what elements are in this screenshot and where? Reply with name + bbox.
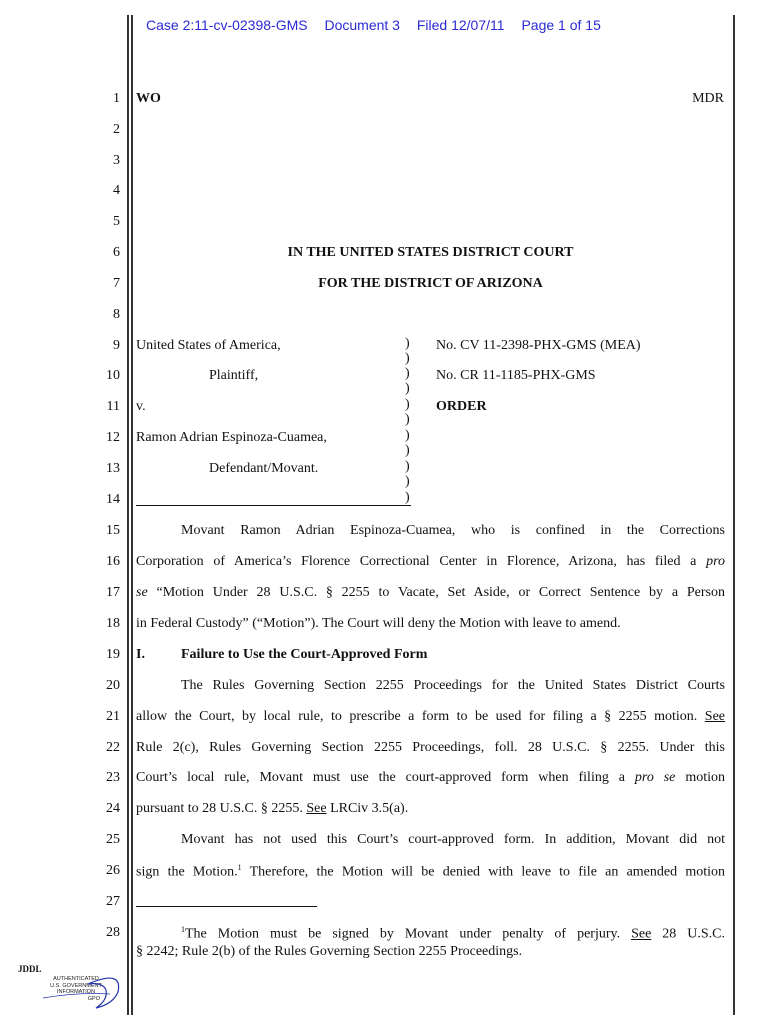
line-number: 17 — [106, 585, 120, 600]
document-number: Document 3 — [324, 17, 400, 33]
line-number: 16 — [106, 554, 120, 569]
line-number: 3 — [113, 153, 120, 168]
mdr-tag: MDR — [692, 91, 724, 106]
line-number: 9 — [113, 338, 120, 353]
gpo-authentication-logo — [18, 964, 102, 1002]
line-number: 4 — [113, 183, 120, 198]
case-no-civil: No. CV 11-2398-PHX-GMS (MEA) — [436, 338, 641, 353]
body-line: Rule 2(c), Rules Governing Section 2255 Proceedings, foll. 28 U.S.C. § 2255. Under this — [136, 740, 725, 755]
gpo-eagle-icon — [18, 964, 128, 1014]
defendant-name: Ramon Adrian Espinoza-Cuamea, — [136, 430, 327, 445]
line-number: 6 — [113, 245, 120, 260]
body-line: Movant Ramon Adrian Espinoza-Cuamea, who is confined in the Corrections — [181, 523, 725, 538]
plaintiff-name: United States of America, — [136, 338, 281, 353]
line-number: 26 — [106, 863, 120, 878]
line-number: 28 — [106, 925, 120, 940]
body-line: in Federal Custody” (“Motion”). The Court will deny the Motion with leave to amend. — [136, 616, 621, 631]
order-title: ORDER — [436, 399, 487, 414]
footnote-ref: 1 — [237, 863, 242, 872]
line-number: 1 — [113, 91, 120, 106]
caption-paren: ) — [405, 459, 410, 474]
jddl-label: JDDL — [18, 964, 42, 974]
body-line: se “Motion Under 28 U.S.C. § 2255 to Vacate, Set Aside, or Correct Sentence by a Person — [136, 585, 725, 600]
line-number: 19 — [106, 647, 120, 662]
body-line: allow the Court, by local rule, to prescribe a form to be used for filing a § 2255 motion. See — [136, 709, 725, 724]
body-line: Corporation of America’s Florence Correctional Center in Florence, Arizona, has filed a pro — [136, 554, 725, 569]
defendant-role: Defendant/Movant. — [209, 461, 319, 476]
line-number: 25 — [106, 832, 120, 847]
case-no-criminal: No. CR 11-1185-PHX-GMS — [436, 368, 596, 383]
wo-tag: WO — [136, 91, 161, 106]
body-line: Movant has not used this Court’s court-approved form. In addition, Movant did not — [181, 832, 725, 847]
caption-paren: ) — [405, 351, 410, 366]
body-line: pursuant to 28 U.S.C. § 2255. See LRCiv 3.5(a). — [136, 801, 409, 816]
versus: v. — [136, 399, 146, 414]
caption-paren: ) — [405, 366, 410, 381]
caption-paren: ) — [405, 412, 410, 427]
filing-header — [146, 17, 614, 33]
court-title-line-2: FOR THE DISTRICT OF ARIZONA — [318, 276, 543, 291]
line-number: 24 — [106, 801, 120, 816]
case-number: Case 2:11-cv-02398-GMS — [146, 17, 308, 33]
caption-paren: ) — [405, 428, 410, 443]
line-number: 7 — [113, 276, 120, 291]
caption-paren: ) — [405, 443, 410, 458]
line-number: 12 — [106, 430, 120, 445]
court-title-line-1: IN THE UNITED STATES DISTRICT COURT — [287, 245, 574, 260]
caption-paren: ) — [405, 490, 410, 505]
line-number: 14 — [106, 492, 120, 507]
caption-paren: ) — [405, 381, 410, 396]
plaintiff-role: Plaintiff, — [209, 368, 259, 383]
line-number: 5 — [113, 214, 120, 229]
left-margin-rule-inner — [131, 15, 133, 1015]
caption-paren: ) — [405, 474, 410, 489]
filed-date: Filed 12/07/11 — [416, 17, 505, 33]
caption-underline — [136, 505, 411, 506]
left-margin-rule-outer — [127, 15, 129, 1015]
page-indicator: Page 1 of 15 — [521, 17, 601, 33]
line-number: 22 — [106, 740, 120, 755]
right-margin-rule — [733, 15, 735, 1015]
footnote-separator — [136, 906, 317, 907]
footnote-line: § 2242; Rule 2(b) of the Rules Governing Section 2255 Proceedings. — [136, 944, 523, 959]
line-number: 18 — [106, 616, 120, 631]
line-number: 21 — [106, 709, 120, 724]
footnote-line: $^1$The Motion must be signed by Movant under penalty of perjury. See 28 U.S.C. — [181, 925, 725, 942]
section-heading: Failure to Use the Court-Approved Form — [181, 647, 428, 662]
section-number: I. — [136, 647, 145, 662]
caption-paren: ) — [405, 336, 410, 351]
line-number: 20 — [106, 678, 120, 693]
line-number: 23 — [106, 770, 120, 785]
line-number: 15 — [106, 523, 120, 538]
line-number: 2 — [113, 122, 120, 137]
body-line: sign the Motion.$^1$ Therefore, the Motion will be denied with leave to file an amended motion — [136, 863, 725, 880]
line-number: 11 — [106, 399, 120, 414]
line-number: 13 — [106, 461, 120, 476]
line-number: 10 — [106, 368, 120, 383]
body-line: The Rules Governing Section 2255 Proceedings for the United States District Courts — [181, 678, 725, 693]
line-number: 27 — [106, 894, 120, 909]
body-line: Court’s local rule, Movant must use the court-approved form when filing a pro se motion — [136, 770, 725, 785]
caption-paren: ) — [405, 397, 410, 412]
gpo-seal-text: AUTHENTICATED U.S. GOVERNMENT INFORMATION GPO — [50, 976, 102, 1002]
line-number: 8 — [113, 307, 120, 322]
